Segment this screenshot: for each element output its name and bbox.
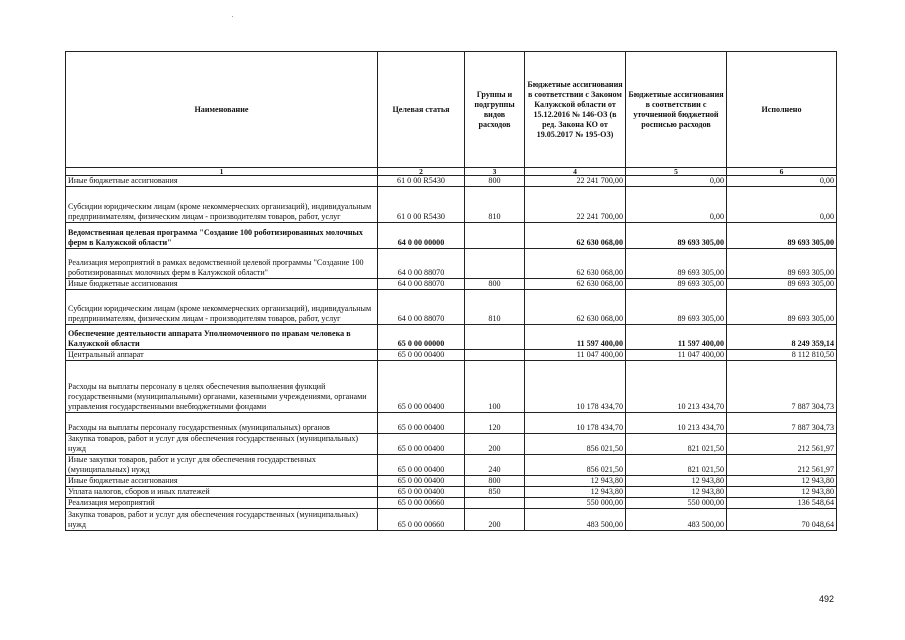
row-name: Иные закупки товаров, работ и услуг для обеспечения государственных (муниципальных) нужд [66, 455, 378, 476]
table-row [66, 325, 837, 350]
row-law-amount: 62 630 068,00 [525, 223, 626, 249]
row-target-code: 65 0 00 00400 [378, 487, 465, 498]
row-name: Центральный аппарат [66, 350, 378, 361]
row-plan-amount: 821 021,50 [626, 434, 727, 455]
row-law-amount: 22 241 700,00 [525, 187, 626, 223]
row-executed-amount: 0,00 [727, 187, 837, 223]
column-number: 3 [465, 168, 525, 176]
row-expense-group: 800 [465, 176, 525, 187]
table-row [66, 187, 837, 223]
row-target-code: 64 0 00 00000 [378, 223, 465, 249]
row-executed-amount: 136 548,64 [727, 498, 837, 509]
row-law-amount: 62 630 068,00 [525, 279, 626, 290]
row-target-code: 65 0 00 00000 [378, 325, 465, 350]
row-law-amount: 550 000,00 [525, 498, 626, 509]
row-plan-amount: 10 213 434,70 [626, 413, 727, 434]
table-row [66, 476, 837, 487]
row-target-code: 65 0 00 00400 [378, 350, 465, 361]
row-name: Субсидии юридическим лицам (кроме некоммерческих организаций), индивидуальным предпринимателям, физическим лицам - производителям товаров, работ, услуг [66, 290, 378, 325]
table-row [66, 249, 837, 279]
row-plan-amount: 10 213 434,70 [626, 361, 727, 413]
row-target-code: 64 0 00 88070 [378, 279, 465, 290]
row-expense-group: 200 [465, 434, 525, 455]
row-law-amount: 856 021,50 [525, 455, 626, 476]
row-expense-group: 810 [465, 187, 525, 223]
row-expense-group [465, 350, 525, 361]
row-plan-amount: 11 597 400,00 [626, 325, 727, 350]
scan-speck [232, 16, 233, 17]
row-law-amount: 856 021,50 [525, 434, 626, 455]
row-name: Реализация мероприятий в рамках ведомственной целевой программы "Создание 100 роботизированных молочных ферм в Калужской области" [66, 249, 378, 279]
row-plan-amount: 12 943,80 [626, 487, 727, 498]
table-body [66, 176, 837, 531]
budget-table [65, 51, 837, 531]
row-expense-group: 200 [465, 509, 525, 531]
row-target-code: 65 0 00 00660 [378, 498, 465, 509]
row-name: Субсидии юридическим лицам (кроме некоммерческих организаций), индивидуальным предпринимателям, физическим лицам - производителям товаров, работ, услуг [66, 187, 378, 223]
row-expense-group [465, 249, 525, 279]
table-row [66, 223, 837, 249]
row-expense-group: 800 [465, 476, 525, 487]
header-name: Наименование [66, 52, 378, 168]
table-row [66, 434, 837, 455]
row-plan-amount: 89 693 305,00 [626, 223, 727, 249]
column-number: 4 [525, 168, 626, 176]
row-plan-amount: 483 500,00 [626, 509, 727, 531]
row-expense-group: 810 [465, 290, 525, 325]
row-name: Ведомственная целевая программа "Создание 100 роботизированных молочных ферм в Калужской области" [66, 223, 378, 249]
row-expense-group: 240 [465, 455, 525, 476]
row-name: Уплата налогов, сборов и иных платежей [66, 487, 378, 498]
row-expense-group: 100 [465, 361, 525, 413]
row-plan-amount: 0,00 [626, 187, 727, 223]
row-plan-amount: 89 693 305,00 [626, 279, 727, 290]
row-plan-amount: 89 693 305,00 [626, 249, 727, 279]
row-expense-group [465, 325, 525, 350]
row-name: Иные бюджетные ассигнования [66, 176, 378, 187]
row-executed-amount: 7 887 304,73 [727, 361, 837, 413]
row-name: Обеспечение деятельности аппарата Уполномоченного по правам человека в Калужской области [66, 325, 378, 350]
table-row [66, 509, 837, 531]
header-law-allocations: Бюджетные ассигнования в соответствии с Законом Калужской области от 15.12.2016 № 146-ОЗ (в ред. Закона КО от 19.05.2017 № 195-ОЗ) [525, 52, 626, 168]
table-row [66, 361, 837, 413]
row-target-code: 61 0 00 R5430 [378, 176, 465, 187]
row-target-code: 65 0 00 00400 [378, 476, 465, 487]
row-name: Реализация мероприятий [66, 498, 378, 509]
row-target-code: 65 0 00 00400 [378, 455, 465, 476]
row-law-amount: 62 630 068,00 [525, 290, 626, 325]
header-target-article: Целевая статья [378, 52, 465, 168]
row-law-amount: 12 943,80 [525, 476, 626, 487]
column-number: 1 [66, 168, 378, 176]
row-executed-amount: 89 693 305,00 [727, 290, 837, 325]
row-name: Расходы на выплаты персоналу в целях обеспечения выполнения функций государственными (муниципальными) органами, казенными учреждениями, органами управления государственными внебюджетными фондами [66, 361, 378, 413]
row-name: Иные бюджетные ассигнования [66, 279, 378, 290]
row-law-amount: 483 500,00 [525, 509, 626, 531]
row-plan-amount: 821 021,50 [626, 455, 727, 476]
table-row [66, 279, 837, 290]
row-executed-amount: 212 561,97 [727, 455, 837, 476]
row-target-code: 65 0 00 00660 [378, 509, 465, 531]
row-executed-amount: 212 561,97 [727, 434, 837, 455]
row-expense-group [465, 223, 525, 249]
row-expense-group: 120 [465, 413, 525, 434]
column-number: 5 [626, 168, 727, 176]
row-expense-group [465, 498, 525, 509]
row-plan-amount: 12 943,80 [626, 476, 727, 487]
table-row [66, 487, 837, 498]
row-target-code: 65 0 00 00400 [378, 413, 465, 434]
column-number: 6 [727, 168, 837, 176]
header-executed: Исполнено [727, 52, 837, 168]
row-plan-amount: 550 000,00 [626, 498, 727, 509]
row-target-code: 65 0 00 00400 [378, 361, 465, 413]
row-name: Иные бюджетные ассигнования [66, 476, 378, 487]
row-executed-amount: 89 693 305,00 [727, 249, 837, 279]
row-plan-amount: 0,00 [626, 176, 727, 187]
table-row [66, 290, 837, 325]
row-executed-amount: 12 943,80 [727, 476, 837, 487]
row-target-code: 64 0 00 88070 [378, 290, 465, 325]
table-row [66, 455, 837, 476]
row-law-amount: 12 943,80 [525, 487, 626, 498]
header-row [66, 52, 837, 168]
table-row [66, 176, 837, 187]
table-row [66, 498, 837, 509]
row-name: Закупка товаров, работ и услуг для обеспечения государственных (муниципальных) нужд [66, 509, 378, 531]
header-budget-schedule: Бюджетные ассигнования в соответствии с уточненной бюджетной росписью расходов [626, 52, 727, 168]
column-number: 2 [378, 168, 465, 176]
row-executed-amount: 89 693 305,00 [727, 279, 837, 290]
row-target-code: 61 0 00 R5430 [378, 187, 465, 223]
row-target-code: 65 0 00 00400 [378, 434, 465, 455]
row-law-amount: 62 630 068,00 [525, 249, 626, 279]
row-executed-amount: 70 048,64 [727, 509, 837, 531]
row-plan-amount: 11 047 400,00 [626, 350, 727, 361]
row-expense-group: 850 [465, 487, 525, 498]
row-law-amount: 10 178 434,70 [525, 413, 626, 434]
row-executed-amount: 89 693 305,00 [727, 223, 837, 249]
page-number: 492 [819, 594, 835, 604]
row-law-amount: 22 241 700,00 [525, 176, 626, 187]
row-executed-amount: 12 943,80 [727, 487, 837, 498]
row-expense-group: 800 [465, 279, 525, 290]
column-number-row [66, 168, 837, 176]
row-law-amount: 10 178 434,70 [525, 361, 626, 413]
table-row [66, 350, 837, 361]
row-plan-amount: 89 693 305,00 [626, 290, 727, 325]
header-expense-group: Группы и подгруппы видов расходов [465, 52, 525, 168]
table-row [66, 413, 837, 434]
row-law-amount: 11 597 400,00 [525, 325, 626, 350]
row-executed-amount: 7 887 304,73 [727, 413, 837, 434]
row-law-amount: 11 047 400,00 [525, 350, 626, 361]
row-executed-amount: 0,00 [727, 176, 837, 187]
row-name: Расходы на выплаты персоналу государственных (муниципальных) органов [66, 413, 378, 434]
row-name: Закупка товаров, работ и услуг для обеспечения государственных (муниципальных) нужд [66, 434, 378, 455]
row-target-code: 64 0 00 88070 [378, 249, 465, 279]
row-executed-amount: 8 112 810,50 [727, 350, 837, 361]
row-executed-amount: 8 249 359,14 [727, 325, 837, 350]
